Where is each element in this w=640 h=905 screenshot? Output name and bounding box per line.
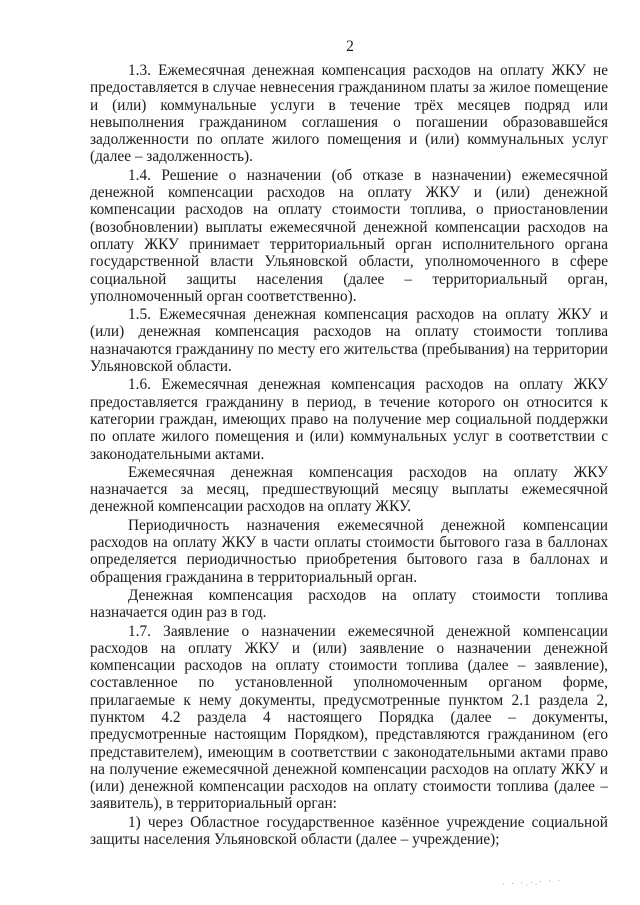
paragraph-1-3: 1.3. Ежемесячная денежная компенсация расходов на оплату ЖКУ не предоставляется в случае невнесения гражданином платы за жилое помещение и (или) коммунальные услуги в течение трёх месяцев подряд или невыполнения гражданином соглашения о погашении образовавшейся задолженности по оплате жилого помещения и (или) коммунальных услуг (далее – задолженность). — [90, 62, 608, 166]
paragraph-fuel-once-a-year: Денежная компенсация расходов на оплату стоимости топлива назначается один раз в год. — [90, 586, 608, 622]
paragraph-monthly-period: Ежемесячная денежная компенсация расходов на оплату ЖКУ назначается за месяц, предшествующий месяцу выплаты ежемесячной денежной компенсации расходов на оплату ЖКУ. — [90, 463, 608, 516]
paragraph-gas-periodicity: Периодичность назначения ежемесячной денежной компенсации расходов на оплату ЖКУ в части оплаты стоимости бытового газа в баллонах определяется периодичностью приобретения бытового газа в баллонах и обращения гражданина в территориальный орган. — [90, 516, 608, 586]
document-body — [90, 62, 608, 848]
page-number: 2 — [346, 38, 354, 55]
paragraph-1-7-item-1: 1) через Областное государственное казённое учреждение социальной защиты населения Ульяновской области (далее – учреждение); — [90, 813, 608, 849]
paragraph-1-7: 1.7. Заявление о назначении ежемесячной денежной компенсации расходов на оплату ЖКУ и (или) заявление о назначении денежной компенсации расходов на оплату стоимости топлива (далее – заявление), составленное по установленной уполномоченным органом форме, прилагаемые к нему документы, предусмотренные пунктом 2.1 раздела 2, пунктом 4.2 раздела 4 настоящего Порядка (далее – документы, предусмотренные настоящим Порядком), представляются гражданином (его представителем), имеющим в соответствии с законодательными актами право на получение ежемесячной денежной компенсации расходов на оплату ЖКУ и (или) денежной компенсации расходов на оплату стоимости топлива (далее – заявитель), в территориальный орган: — [90, 622, 608, 813]
paragraph-1-6: 1.6. Ежемесячная денежная компенсация расходов на оплату ЖКУ предоставляется гражданину в период, в течение которого он относится к категории граждан, имеющих право на получение мер социальной поддержки по оплате жилого помещения и (или) коммунальных услуг в соответствии с законодательными актами. — [90, 376, 608, 463]
paragraph-1-5: 1.5. Ежемесячная денежная компенсация расходов на оплату ЖКУ и (или) денежная компенсация расходов на оплату стоимости топлива назначаются гражданину по месту его жительства (пребывания) на территории Ульяновской области. — [90, 306, 608, 376]
scan-marks: · · ·.·.· · · — [501, 874, 563, 890]
paragraph-1-4: 1.4. Решение о назначении (об отказе в назначении) ежемесячной денежной компенсации расходов на оплату ЖКУ и (или) денежной компенсации расходов на оплату стоимости топлива, о приостановлении (возобновлении) выплаты ежемесячной денежной компенсации расходов на оплату ЖКУ принимает территориальный орган исполнительного органа государственной власти Ульяновской области, уполномоченного в сфере социальной защиты населения (далее – территориальный орган, уполномоченный орган соответственно). — [90, 166, 608, 305]
